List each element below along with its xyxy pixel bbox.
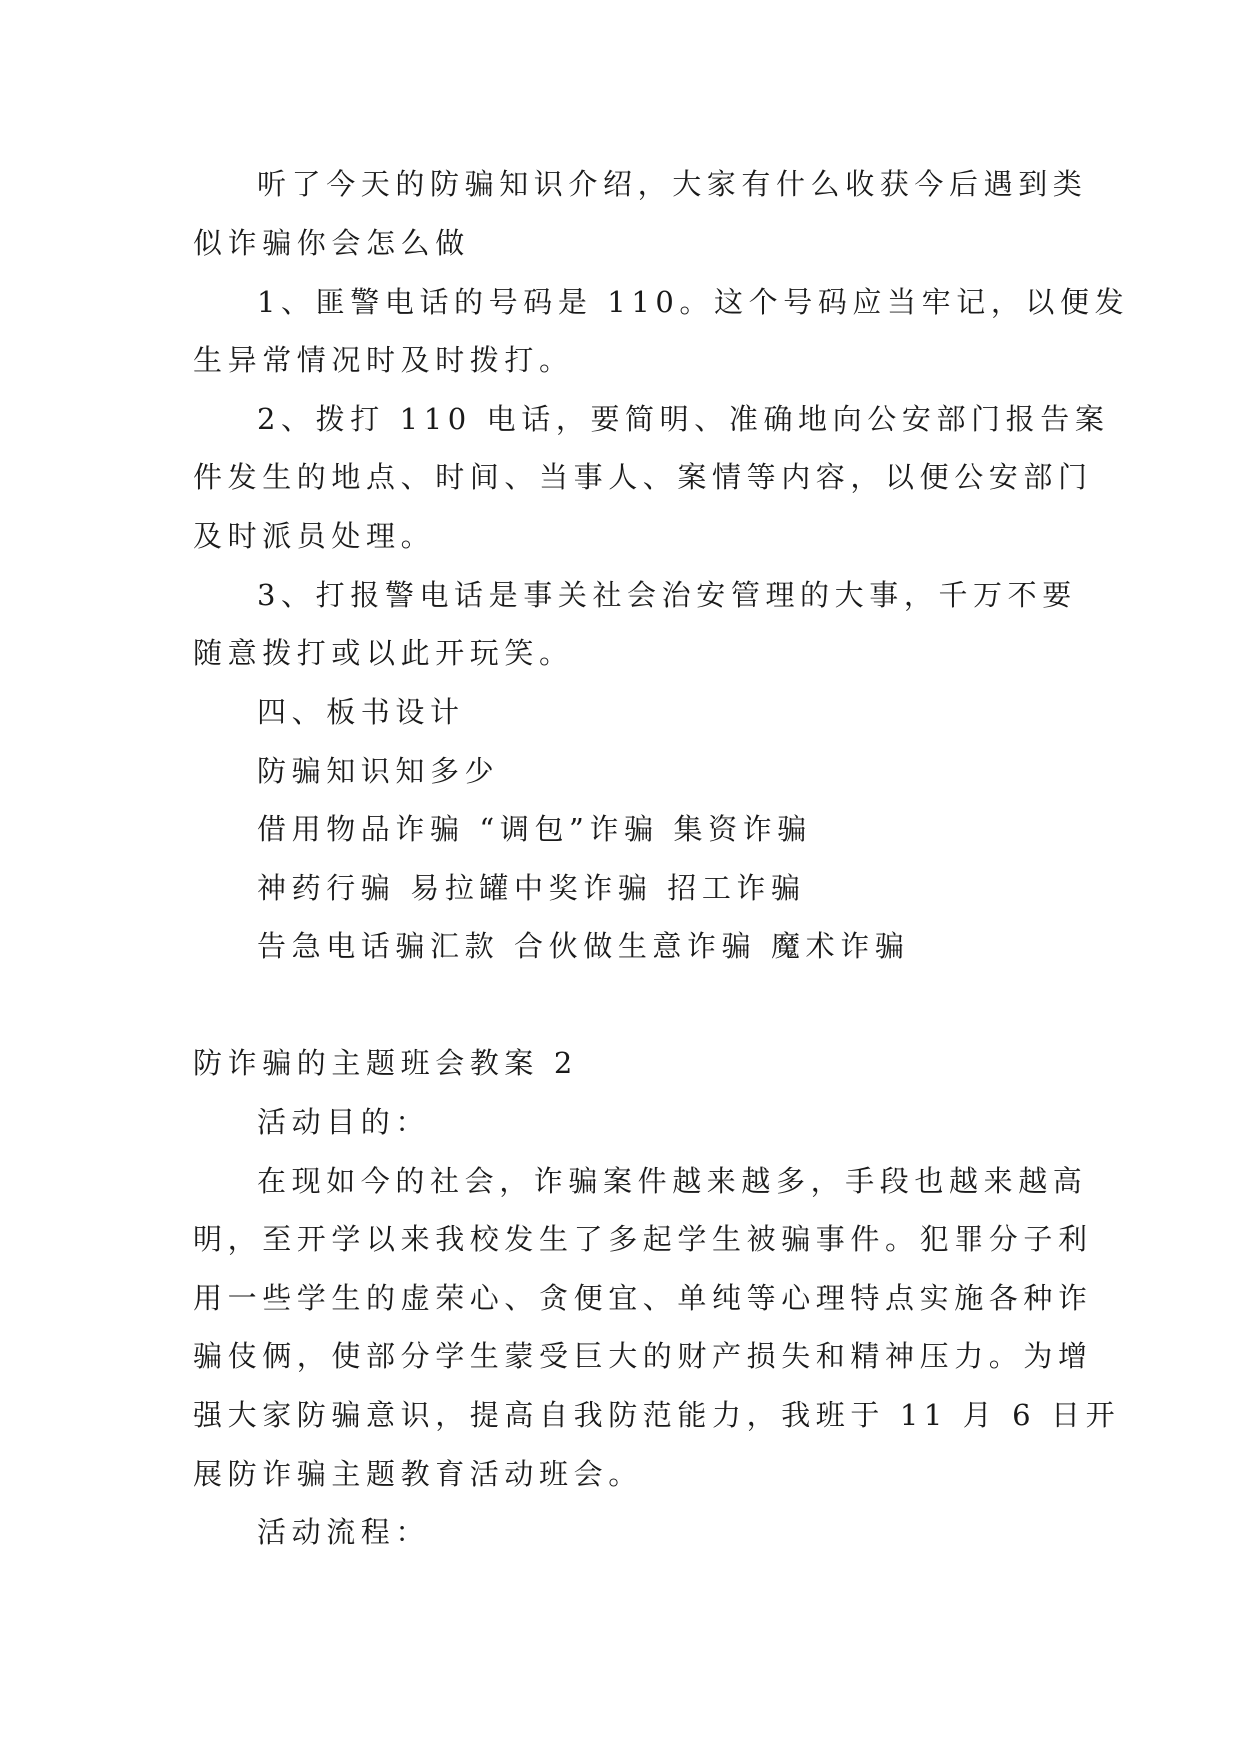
paragraph-item-3-line-2: 随意拨打或以此开玩笑。 xyxy=(193,636,574,670)
paragraph-item-3-line-1: 3、打报警电话是事关社会治安管理的大事，千万不要 xyxy=(257,578,1077,612)
paragraph-reflection-line-2: 似诈骗你会怎么做 xyxy=(193,226,470,260)
board-row-1: 借用物品诈骗 “调包”诈骗 集资诈骗 xyxy=(257,812,812,846)
paragraph-item-2-line-2: 件发生的地点、时间、当事人、案情等内容，以便公安部门 xyxy=(193,460,1093,494)
paragraph-item-2-line-1: 2、拨打 110 电话，要简明、准确地向公安部门报告案 xyxy=(257,402,1110,436)
goal-text-line-6: 展防诈骗主题教育活动班会。 xyxy=(193,1457,643,1491)
flow-label: 活动流程： xyxy=(257,1515,431,1549)
board-design-heading: 四、板书设计 xyxy=(257,695,465,729)
goal-text-line-3: 用一些学生的虚荣心、贪便宜、单纯等心理特点实施各种诈 xyxy=(193,1281,1093,1315)
board-title: 防骗知识知多少 xyxy=(257,754,500,788)
goal-text-line-2: 明，至开学以来我校发生了多起学生被骗事件。犯罪分子利 xyxy=(193,1222,1093,1256)
paragraph-item-1-line-2: 生异常情况时及时拨打。 xyxy=(193,343,574,377)
section-title: 防诈骗的主题班会教案 2 xyxy=(193,1046,578,1080)
paragraph-item-2-line-3: 及时派员处理。 xyxy=(193,519,436,553)
goal-label: 活动目的： xyxy=(257,1105,431,1139)
goal-text-line-5: 强大家防骗意识，提高自我防范能力，我班于 11 月 6 日开 xyxy=(193,1398,1121,1432)
board-row-2: 神药行骗 易拉罐中奖诈骗 招工诈骗 xyxy=(257,871,806,905)
goal-text-line-4: 骗伎俩，使部分学生蒙受巨大的财产损失和精神压力。为增 xyxy=(193,1339,1093,1373)
board-row-3: 告急电话骗汇款 合伙做生意诈骗 魔术诈骗 xyxy=(257,929,910,963)
goal-text-line-1: 在现如今的社会，诈骗案件越来越多，手段也越来越高 xyxy=(257,1164,1088,1198)
paragraph-item-1-line-1: 1、匪警电话的号码是 110。这个号码应当牢记，以便发 xyxy=(257,285,1130,319)
paragraph-reflection-line-1: 听了今天的防骗知识介绍，大家有什么收获今后遇到类 xyxy=(257,167,1088,201)
